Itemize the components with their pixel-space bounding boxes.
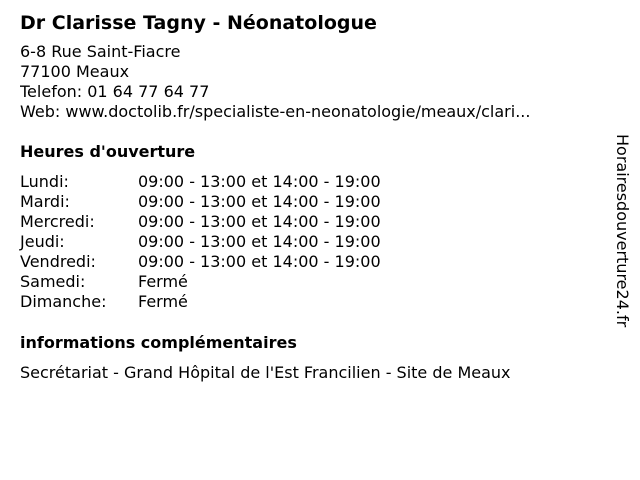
day-label: Lundi: [20, 172, 69, 191]
address-street: 6-8 Rue Saint-Fiacre [20, 42, 181, 61]
hours-row-mardi [20, 192, 600, 212]
hours-row-lundi [20, 172, 600, 192]
day-label: Dimanche: [20, 292, 107, 311]
day-label: Vendredi: [20, 252, 96, 271]
hours-row-jeudi [20, 232, 600, 252]
address-city: 77100 Meaux [20, 62, 130, 81]
hours-row-mercredi [20, 212, 600, 232]
hours-table [20, 172, 600, 312]
phone-number[interactable]: Telefon: 01 64 77 64 77 [20, 82, 210, 101]
hours-row-samedi [20, 272, 600, 292]
day-hours: 09:00 - 13:00 et 14:00 - 19:00 [138, 172, 381, 191]
day-label: Mercredi: [20, 212, 95, 231]
day-hours: 09:00 - 13:00 et 14:00 - 19:00 [138, 212, 381, 231]
hours-row-vendredi [20, 252, 600, 272]
day-label: Samedi: [20, 272, 86, 291]
day-label: Jeudi: [20, 232, 65, 251]
hours-row-dimanche [20, 292, 600, 312]
day-hours: 09:00 - 13:00 et 14:00 - 19:00 [138, 252, 381, 271]
day-hours: 09:00 - 13:00 et 14:00 - 19:00 [138, 192, 381, 211]
day-hours: Fermé [138, 292, 188, 311]
info-text: Secrétariat - Grand Hôpital de l'Est Francilien - Site de Meaux [20, 363, 511, 382]
day-hours: 09:00 - 13:00 et 14:00 - 19:00 [138, 232, 381, 251]
day-label: Mardi: [20, 192, 70, 211]
contact-block [20, 42, 600, 122]
website-link[interactable]: Web: www.doctolib.fr/specialiste-en-neonatologie/meaux/clari... [20, 102, 531, 121]
site-watermark: Horairesdouverture24.fr [613, 134, 632, 328]
info-heading: informations complémentaires [20, 333, 297, 352]
listing-card [20, 10, 600, 383]
hours-heading: Heures d'ouverture [20, 142, 196, 161]
day-hours: Fermé [138, 272, 188, 291]
doctor-name: Dr Clarisse Tagny - Néonatologue [20, 12, 377, 34]
